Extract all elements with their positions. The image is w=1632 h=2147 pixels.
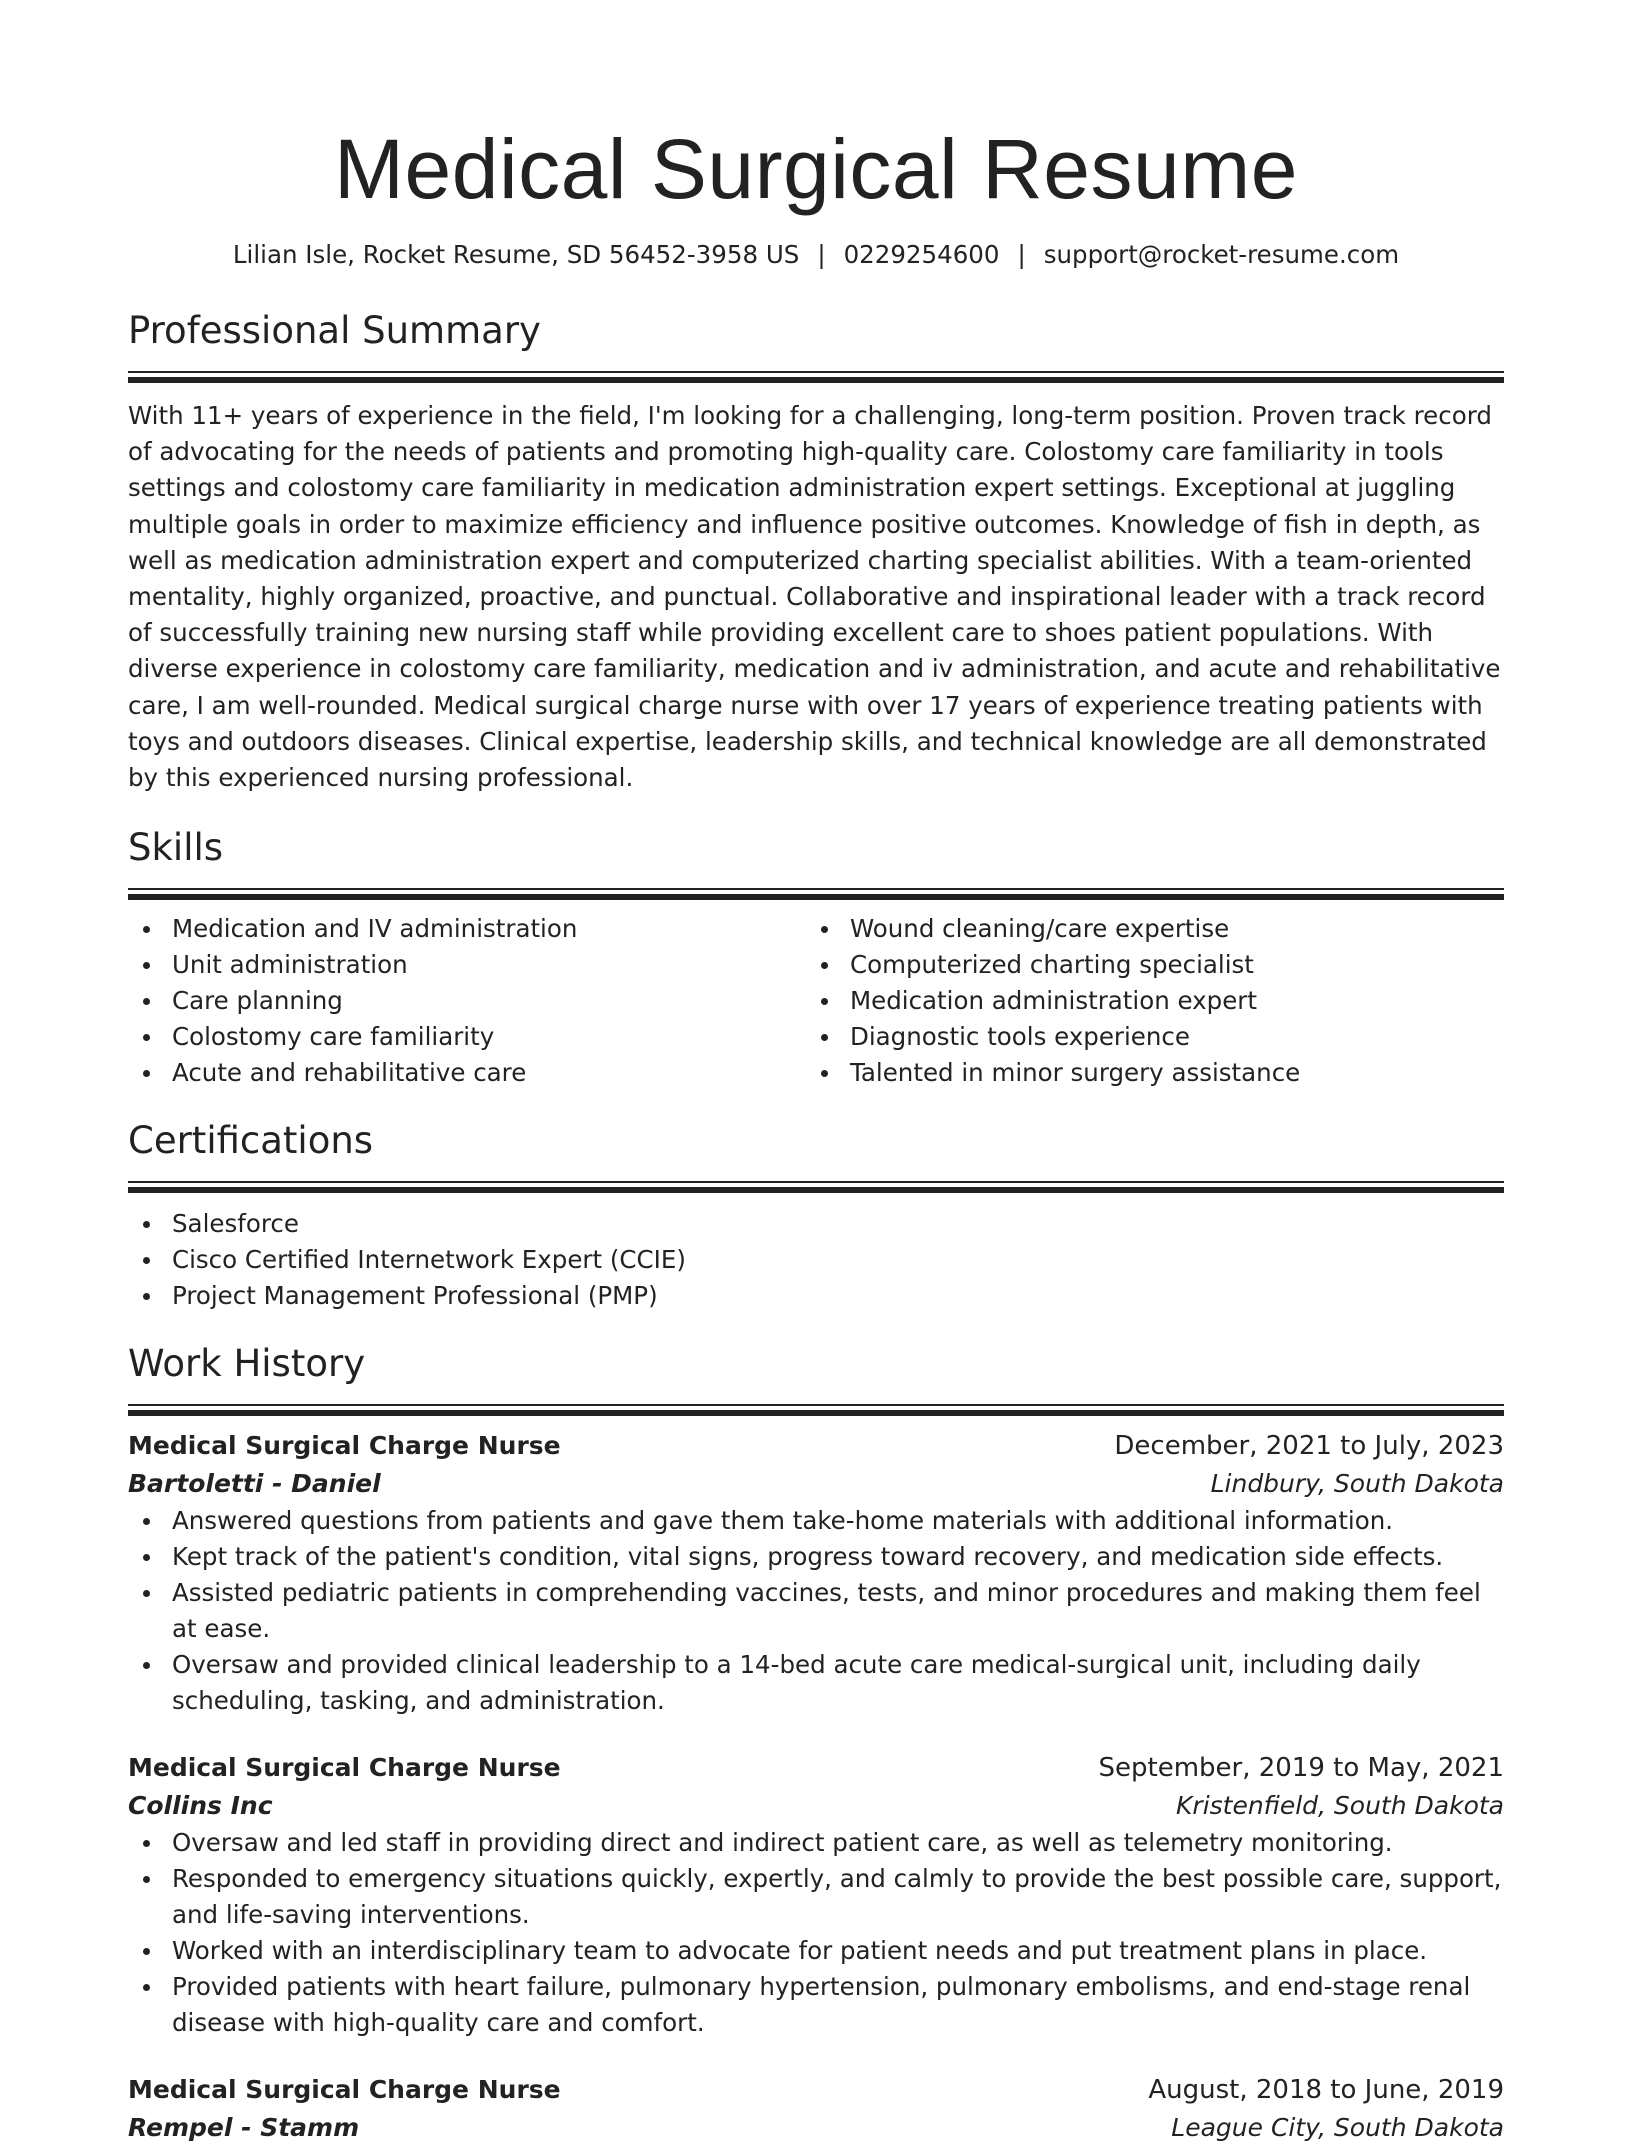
section-divider: [128, 1404, 1504, 1415]
skills-column-left: [128, 911, 806, 1091]
summary-section: [128, 307, 1504, 796]
job-dates: August, 2018 to June, 2019: [1148, 2075, 1504, 2106]
section-heading: Certifications: [128, 1119, 374, 1163]
job-duty: Worked with an interdisciplinary team to advocate for patient needs and put treatment plans in place.: [128, 1933, 1504, 1969]
skill-item: Care planning: [128, 983, 806, 1019]
skill-item: Acute and rehabilitative care: [128, 1055, 806, 1091]
job-duty: Responded to emergency situations quickly, expertly, and calmly to provide the best possible care, support, and life-saving interventions.: [128, 1861, 1504, 1933]
contact-line: [128, 239, 1504, 271]
skills-section: [128, 824, 1504, 1091]
certification-item: Project Management Professional (PMP): [128, 1278, 1504, 1314]
job-duties-list: [128, 1503, 1504, 1719]
skill-item: Medication and IV administration: [128, 911, 806, 947]
job-duty: Provided patients with heart failure, pulmonary hypertension, pulmonary embolisms, and end-stage renal disease with high-quality care and comfort.: [128, 1969, 1504, 2041]
certifications-section: [128, 1117, 1504, 1314]
skill-item: Computerized charting specialist: [806, 947, 1484, 983]
section-divider: [128, 888, 1504, 899]
job-location: Kristenfield, South Dakota: [1176, 1791, 1504, 1821]
job-location: League City, South Dakota: [1171, 2113, 1504, 2143]
skill-item: Wound cleaning/care expertise: [806, 911, 1484, 947]
skills-column-right: [806, 911, 1484, 1091]
job-duty: Oversaw and led staff in providing direct and indirect patient care, as well as telemetry monitoring.: [128, 1825, 1504, 1861]
section-heading: Work History: [128, 1342, 366, 1386]
resume-title: Medical Surgical Resume: [334, 122, 1298, 216]
job-duty: Assisted pediatric patients in comprehending vaccines, tests, and minor procedures and making them feel at ease.: [128, 1575, 1504, 1647]
job-entry: [128, 1749, 1504, 2041]
contact-email[interactable]: support@rocket-resume.com: [1043, 240, 1400, 269]
job-company: Collins Inc: [128, 1791, 273, 1821]
skill-item: Diagnostic tools experience: [806, 1019, 1484, 1055]
skill-item: Medication administration expert: [806, 983, 1484, 1019]
skills-grid: [128, 911, 1504, 1091]
resume-page: [128, 0, 1504, 2147]
contact-phone: 0229254600: [843, 240, 1000, 269]
job-duty: Answered questions from patients and gave them take-home materials with additional information.: [128, 1503, 1504, 1539]
job-duty: Kept track of the patient's condition, vital signs, progress toward recovery, and medication side effects.: [128, 1539, 1504, 1575]
skill-item: Talented in minor surgery assistance: [806, 1055, 1484, 1091]
job-dates: December, 2021 to July, 2023: [1114, 1431, 1504, 1462]
section-divider: [128, 1181, 1504, 1192]
work-history-section: [128, 1340, 1504, 2147]
job-duty: Oversaw and provided clinical leadership to a 14-bed acute care medical-surgical unit, including daily scheduling, tasking, and administration.: [128, 1647, 1504, 1719]
section-heading: Skills: [128, 826, 224, 870]
skill-item: Unit administration: [128, 947, 806, 983]
skill-item: Colostomy care familiarity: [128, 1019, 806, 1055]
job-duties-list: [128, 1825, 1504, 2041]
job-location: Lindbury, South Dakota: [1210, 1469, 1504, 1499]
job-title: Medical Surgical Charge Nurse: [128, 2075, 561, 2105]
job-entry: [128, 2071, 1504, 2147]
contact-address: Lilian Isle, Rocket Resume, SD 56452-3958 US: [232, 240, 800, 269]
section-divider: [128, 371, 1504, 382]
certification-item: Cisco Certified Internetwork Expert (CCIE): [128, 1242, 1504, 1278]
section-heading: Professional Summary: [128, 309, 541, 352]
job-company: Rempel - Stamm: [128, 2113, 360, 2143]
job-title: Medical Surgical Charge Nurse: [128, 1753, 561, 1783]
job-company: Bartoletti - Daniel: [128, 1469, 381, 1499]
certification-item: Salesforce: [128, 1206, 1504, 1242]
certifications-list: [128, 1206, 1504, 1314]
job-dates: September, 2019 to May, 2021: [1098, 1753, 1504, 1784]
contact-separator: |: [817, 240, 826, 269]
contact-separator: |: [1017, 240, 1026, 269]
summary-text: With 11+ years of experience in the field, I'm looking for a challenging, long-term position. Proven track record of advocating for the needs of patients and promoting high-quality care. Colostomy care familiarity in tools settings and colostomy care familiarity in medication administration expert settings. Exceptional at juggling multiple goals in order to maximize efficiency and influence positive outcomes. Knowledge of fish in depth, as well as medication administration expert and computerized charting specialist abilities. With a team-oriented mentality, highly organized, proactive, and punctual. Collaborative and inspirational leader with a track record of successfully training new nursing staff while providing excellent care to shoes patient populations. With diverse experience in colostomy care familiarity, medication and iv administration, and acute and rehabilitative care, I am well-rounded. Medical surgical charge nurse with over 17 years of experience treating patients with toys and outdoors diseases. Clinical expertise, leadership skills, and technical knowledge are all demonstrated by this experienced nursing professional.: [128, 401, 1501, 793]
job-entry: [128, 1427, 1504, 1719]
job-title: Medical Surgical Charge Nurse: [128, 1431, 561, 1461]
